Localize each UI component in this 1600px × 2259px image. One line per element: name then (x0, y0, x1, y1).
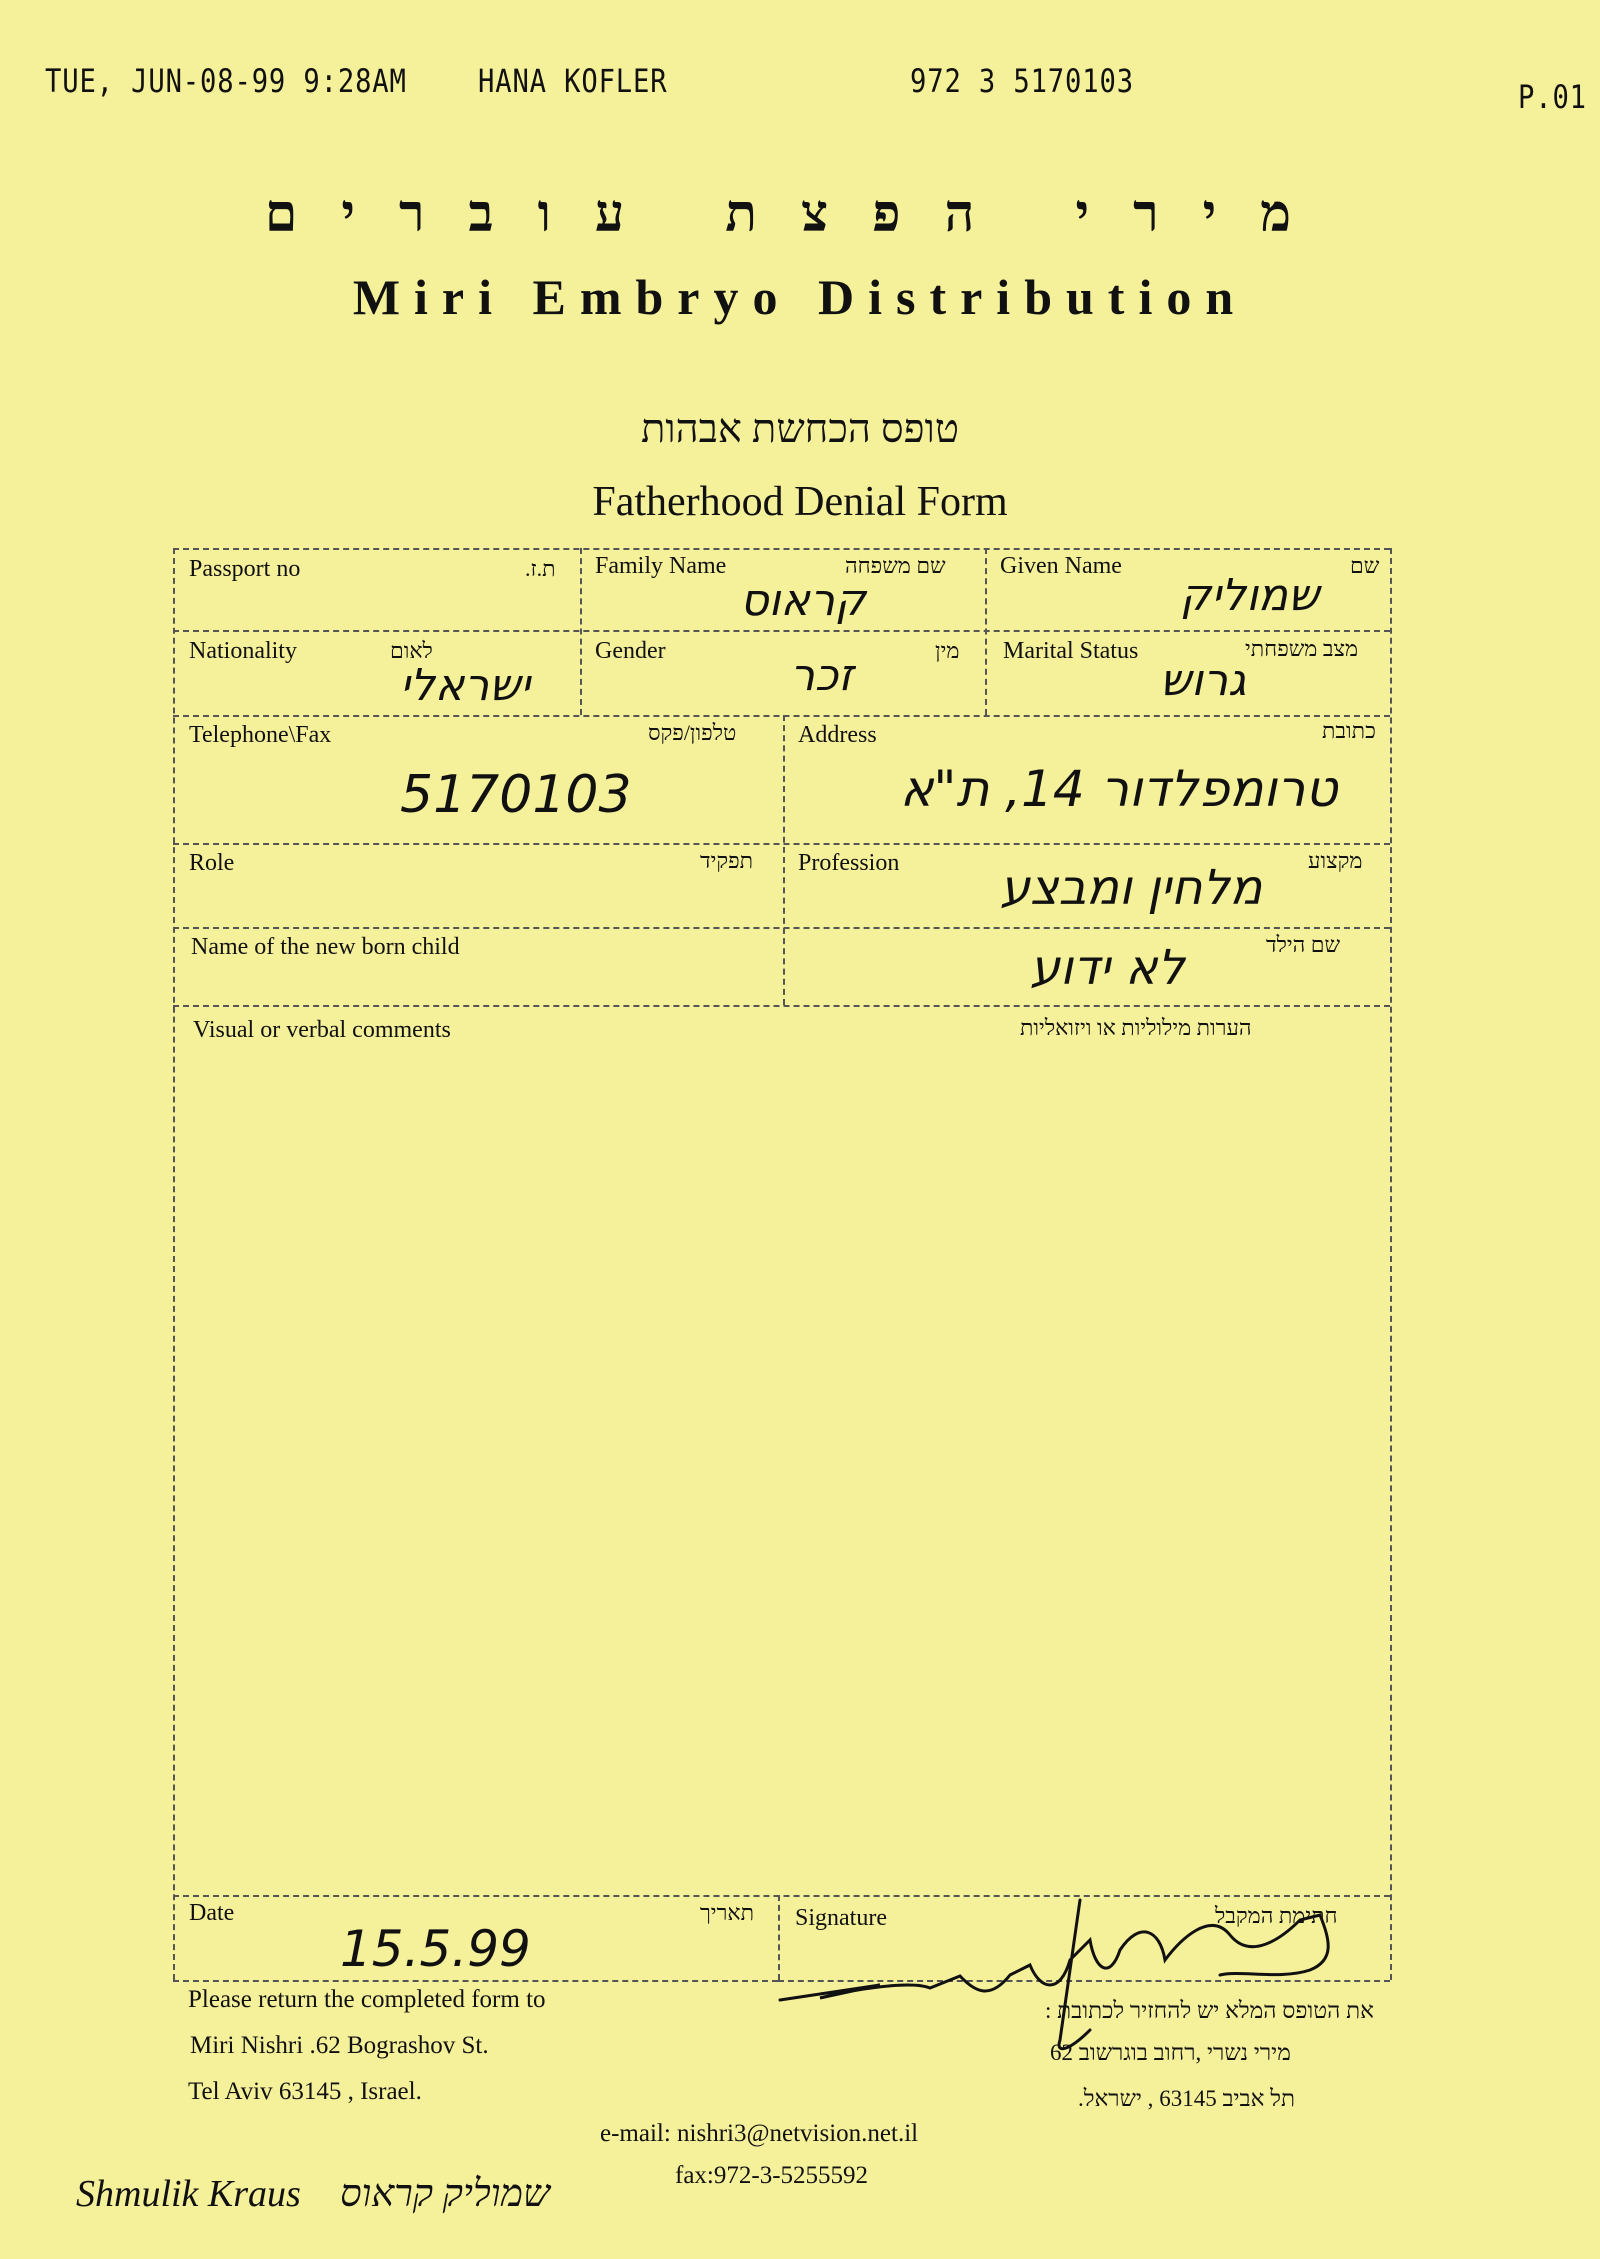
gender-label: Gender (595, 638, 666, 664)
telephone-value: 5170103 (400, 765, 632, 825)
telephone-label-he: טלפון/פקס (648, 720, 737, 745)
passport-label: Passport no (189, 556, 301, 582)
signature-label: Signature (795, 1905, 887, 1931)
email-address: e-mail: nishri3@netvision.net.il (600, 2120, 919, 2147)
credit-english: Shmulik Kraus (76, 2173, 301, 2215)
marital-status-label: Marital Status (1003, 638, 1139, 664)
signature-label-he: חתימת המקבל (1215, 1903, 1338, 1928)
gender-value: זכר (790, 650, 854, 701)
address-value: טרומפלדור 14, ת"א (900, 760, 1338, 818)
hebrew-company-title: מירי הפצת עוברים (264, 186, 1336, 243)
date-label: Date (189, 1900, 235, 1926)
role-label: Role (189, 850, 235, 876)
given-name-label-he: שם (1350, 553, 1380, 578)
address-label: Address (798, 722, 877, 748)
return-instructions-line3: Tel Aviv 63145 , Israel. (188, 2078, 422, 2105)
gender-label-he: מין (935, 638, 960, 663)
date-value: 15.5.99 (340, 1920, 531, 1978)
telephone-label: Telephone\Fax (189, 722, 332, 748)
return-instructions-he-line2: מירי נשרי ,רחוב בוגרשוב 62 (1050, 2040, 1291, 2065)
return-instructions-he-line1: את הטופס המלא יש להחזיר לכתובת : (1045, 1998, 1374, 2023)
marital-status-label-he: מצב משפחתי (1245, 636, 1359, 661)
family-name-label: Family Name (595, 553, 727, 579)
nationality-label: Nationality (189, 638, 297, 664)
family-name-label-he: שם משפחה (845, 553, 946, 578)
passport-label-he: ת.ז. (525, 556, 556, 581)
return-instructions-he-line3: תל אביב 63145 , ישראל. (1078, 2086, 1295, 2111)
fax-page: P.01 (1518, 78, 1587, 116)
child-name-label-he: שם הילד (1266, 932, 1341, 957)
english-company-title: Miri Embryo Distribution (352, 269, 1248, 325)
fax-sender: HANA KOFLER (478, 62, 668, 100)
profession-label-he: מקצוע (1308, 848, 1363, 873)
nationality-label-he: לאום (390, 638, 433, 663)
hebrew-form-title: טופס הכחשת אבהות (641, 406, 959, 451)
return-instructions-line1: Please return the completed form to (188, 1986, 546, 2013)
family-name-value: קראוס (740, 575, 867, 626)
nationality-value: ישראלי (400, 660, 531, 711)
fax-number-footer: fax:972-3-5255592 (675, 2162, 869, 2189)
fax-number: 972 3 5170103 (910, 62, 1134, 100)
profession-value: מלחין ומבצע (1000, 860, 1263, 916)
return-instructions-line2: Miri Nishri .62 Bograshov St. (190, 2032, 489, 2059)
credit-hebrew: שמוליק קראוס (340, 2173, 550, 2215)
address-label-he: כתובת (1322, 718, 1376, 743)
date-label-he: תאריך (700, 1900, 755, 1925)
given-name-value: שמוליק (1180, 570, 1320, 621)
marital-status-value: גרוש (1160, 655, 1247, 706)
role-label-he: תפקיד (700, 848, 754, 873)
handwritten-signature (760, 1880, 1360, 2060)
given-name-label: Given Name (1000, 553, 1122, 579)
profession-label: Profession (798, 850, 900, 876)
comments-label: Visual or verbal comments (193, 1017, 451, 1043)
fax-datetime: TUE, JUN-08-99 9:28AM (45, 62, 407, 100)
comments-label-he: הערות מילוליות או ויזואליות (1020, 1015, 1252, 1040)
english-form-title: Fatherhood Denial Form (592, 479, 1008, 525)
child-name-value: לא ידוע (1030, 940, 1185, 996)
child-name-label: Name of the new born child (191, 934, 460, 960)
